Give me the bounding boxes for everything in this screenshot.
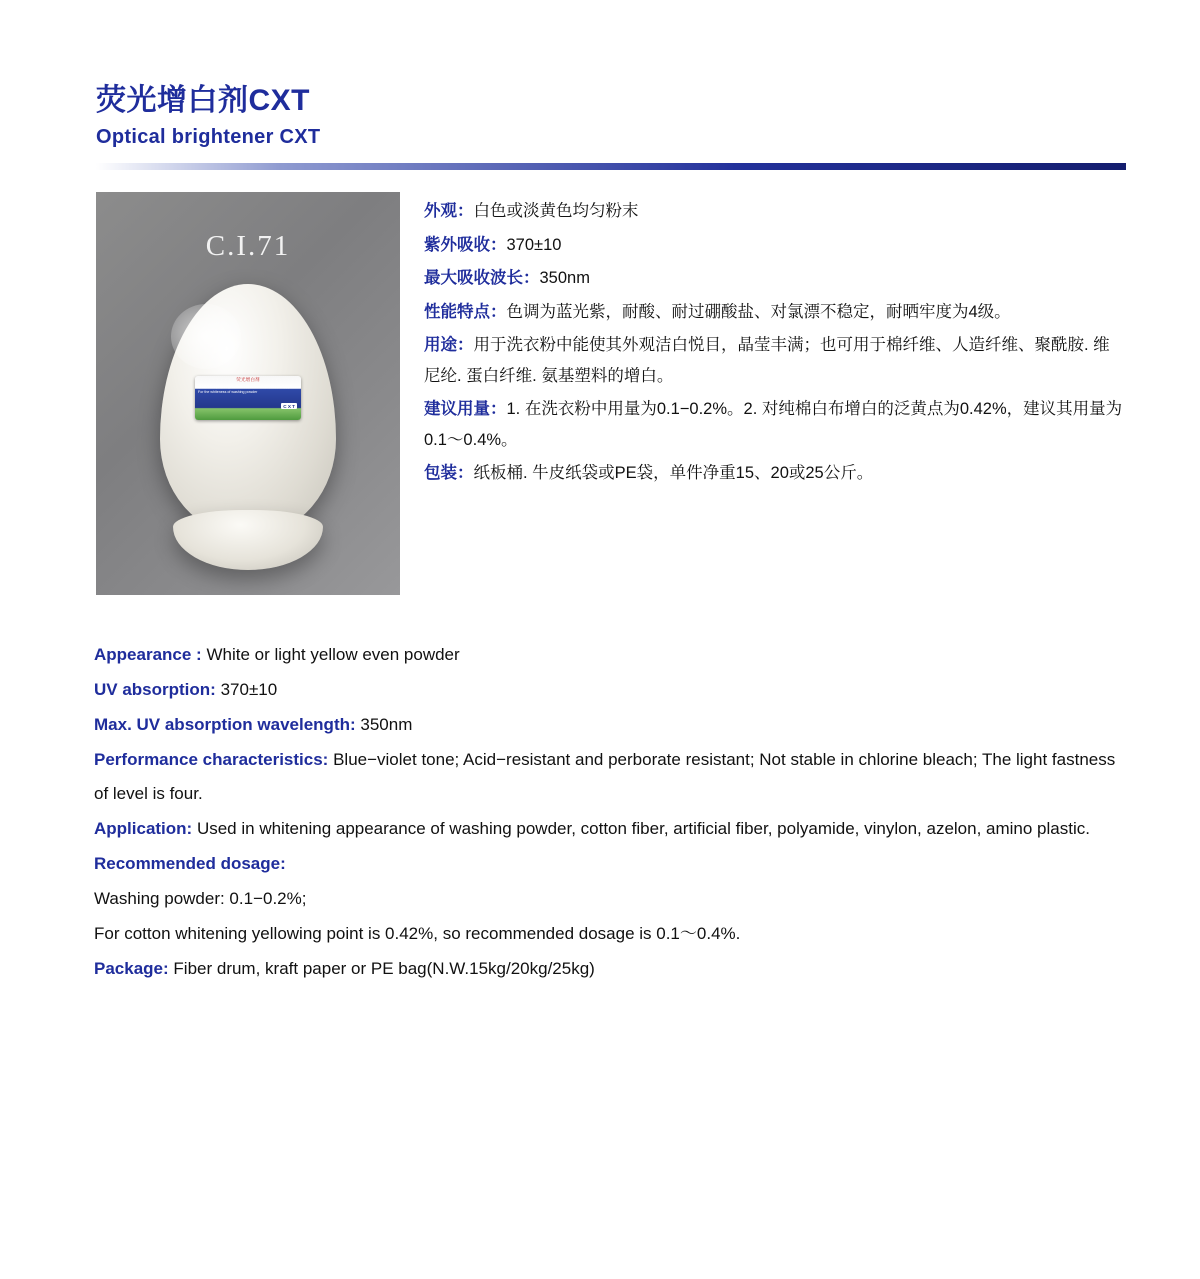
spec-value: 350nm	[539, 269, 590, 288]
spec-key: 外观：	[424, 202, 474, 220]
spec-row	[94, 708, 1129, 741]
spec-list-english	[94, 638, 1129, 987]
spec-row	[424, 458, 1126, 489]
spec-key: 建议用量：	[424, 400, 507, 419]
spec-value: 1. 在洗衣粉中用量为0.1−0.2%。2. 对纯棉白布增白的泛黄点为0.42%，建议其用量为0.1～0.4%。	[424, 400, 1123, 449]
spec-row	[94, 917, 1129, 950]
package-label-tag: C X T	[283, 403, 295, 409]
spec-key: Performance characteristics:	[94, 750, 329, 770]
spec-key: 紫外吸收：	[424, 235, 507, 254]
spec-row	[424, 330, 1126, 391]
spec-row	[94, 638, 1129, 671]
spec-key: 包装：	[424, 464, 474, 483]
spec-value: Fiber drum, kraft paper or PE bag(N.W.15kg/20kg/25kg)	[173, 959, 595, 979]
powder-base	[173, 510, 323, 570]
spec-value: Blue−violet tone; Acid−resistant and perborate resistant; Not stable in chlorine bleach; The light fastness of level is four.	[94, 750, 1116, 803]
page-title-cn: 荧光增白剂CXT	[96, 84, 310, 117]
spec-key: Appearance :	[94, 645, 202, 664]
page-header	[96, 82, 1126, 150]
package-label-title: 荧光增白剂	[236, 377, 260, 382]
spec-value: For cotton whitening yellowing point is 0.42%, so recommended dosage is 0.1～0.4%.	[94, 924, 741, 944]
spec-value: 色调为蓝光紫，耐酸、耐过硼酸盐、对氯漂不稳定，耐晒牢度为4级。	[506, 302, 1011, 321]
spec-list-chinese	[424, 196, 1126, 492]
spec-row	[424, 230, 1126, 261]
spec-key: Recommended dosage:	[94, 853, 286, 873]
spec-key: 用途：	[424, 336, 474, 355]
header-divider	[96, 163, 1126, 170]
spec-row	[94, 812, 1129, 845]
spec-value: White or light yellow even powder	[206, 645, 460, 664]
spec-row	[94, 847, 1129, 880]
spec-value: 白色或淡黄色均匀粉末	[473, 202, 639, 220]
spec-row	[94, 882, 1129, 915]
spec-value: 用于洗衣粉中能使其外观洁白悦目，晶莹丰满；也可用于棉纤维、人造纤维、聚酰胺. 维尼纶. 蛋白纤维. 氨基塑料的增白。	[424, 336, 1110, 385]
spec-row	[94, 673, 1129, 706]
spec-row	[424, 394, 1126, 455]
spec-row	[424, 297, 1126, 328]
spec-key: 性能特点：	[424, 302, 507, 321]
spec-value: Used in whitening appearance of washing powder, cotton fiber, artificial fiber, polyamide, vinylon, azelon, amino plastic.	[196, 818, 1090, 838]
spec-value: 370±10	[506, 235, 562, 254]
spec-row	[94, 952, 1129, 985]
spec-key: 最大吸收波长：	[424, 269, 540, 288]
ci-number-label: C.I.71	[205, 230, 291, 262]
spec-key: UV absorption:	[94, 680, 216, 700]
package-label-text: 本品适用于洗涤剂增白 适用于棉、毛、丝等纤维织物的增白 For the whiteness of washing powder	[198, 385, 293, 394]
spec-value: 纸板桶. 牛皮纸袋或PE袋，单件净重15、20或25公斤。	[473, 464, 874, 483]
spec-row	[424, 263, 1126, 294]
product-photo	[96, 192, 400, 595]
package-label	[195, 376, 301, 420]
spec-value: Washing powder: 0.1−0.2%;	[94, 888, 307, 908]
spec-row	[424, 196, 1126, 227]
spec-key: Package:	[94, 959, 169, 979]
spec-value: 350nm	[360, 715, 413, 735]
spec-value: 370±10	[220, 680, 278, 700]
spec-key: Max. UV absorption wavelength:	[94, 715, 356, 735]
spec-row	[94, 743, 1129, 809]
page-title-en: Optical brightener CXT	[96, 125, 321, 148]
spec-key: Application:	[94, 818, 193, 838]
